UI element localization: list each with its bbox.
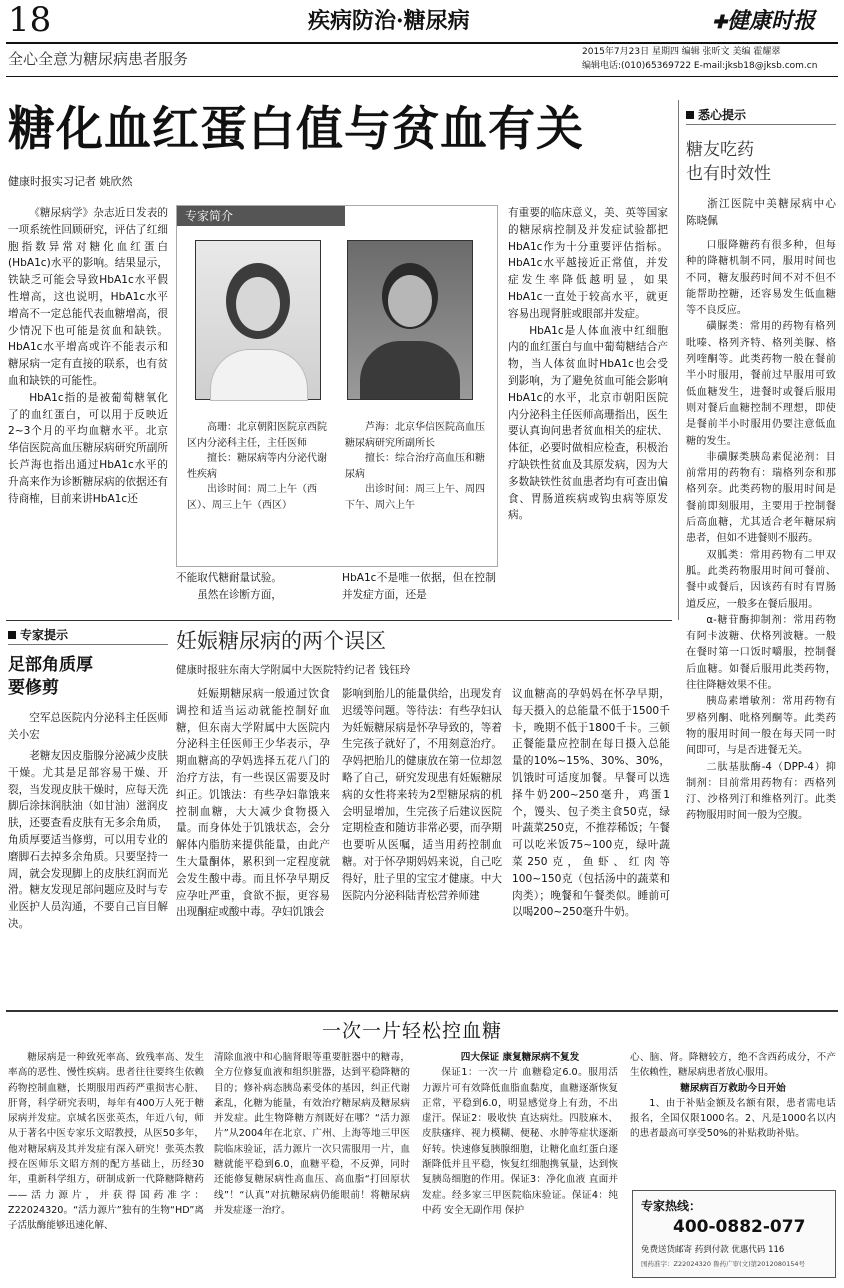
main-col-1 [8, 205, 168, 507]
pregnancy-col-a [176, 686, 330, 921]
ad-subtitle: 糖尿病百万救助今日开始 [680, 1082, 786, 1094]
pregnancy-byline: 健康时报驻东南大学附属中大医院特约记者 钱钰玲 [176, 664, 411, 676]
expert1-info [187, 420, 331, 513]
ad-paragraph: 清除血液中和心脑肾眼等重要脏器中的糖毒，全方位修复血液和组织脏器，达到平稳降糖的目的；修补病态胰岛素受体的基因，纠正代谢紊乱，化糖为能量，有效治疗糖尿病及糖尿病并发症。此生物降糖方剂既好在哪？“活力源片”从2004年在北京、广州、上海等地三甲医院临床验证，活力源片一次只需服用一片，血糖就能平稳到6.0，血糖平稳，不反弹，同时还能修复糖尿病性高血压、高血脂“打回原状线”！“认真”对抗糖尿病仍能眼前！将糖尿病并发症逐一治疗。 [214, 1052, 410, 1216]
section-rule [6, 620, 672, 621]
foot-paragraph: 老糖友因皮脂腺分泌减少皮肤干燥。尤其是足部容易干燥、开裂，当发现皮肤干燥时，应每天洗脚后涂抹润肤油（如甘油）滋润皮肤，还要查看皮肤有无多余角质，角质厚要适当修剪，可以用专业的磨脚石去掉多余角质。只要坚持一周，就会发现脚上的皮肤红润而光滑。糖友发现足部问题应及时与专业医护人员沟通，不要自己盲目解决。 [8, 750, 168, 930]
right-paragraph: 胰岛素增敏剂：常用药物有罗格列酮、吡格列酮等。此类药物的服用时间一般在每天同一时间即可，与是否进餐无关。 [686, 696, 836, 757]
right-paragraph: α-糖苷酶抑制剂：常用药物有阿卡波糖、伏格列波糖。一般在餐时第一口饭时嚼服，控制餐后血糖。如餐后服用此类药物，往往降糖效果不佳。 [686, 614, 836, 692]
expert-box-title: 专家简介 [177, 206, 345, 226]
foot-body [8, 748, 168, 933]
square-bullet-icon [686, 111, 694, 119]
section-title: 疾病防治·糖尿病 [308, 8, 470, 34]
foot-title-line: 足部角质厚 [8, 655, 93, 675]
author-line: 空军总医院内分泌科主任医师 关小宏 [8, 712, 168, 741]
slogan: 全心全意为糖尿病患者服务 [8, 50, 189, 68]
foot-title-line: 要修剪 [8, 678, 59, 698]
right-tag-rule [686, 124, 836, 125]
pregnancy-paragraph: 议血糖高的孕妈妈在怀孕早期，每天摄入的总能量不低于1500千卡，晚期不低于1800千卡。三顿正餐能量应控制在每日摄入总能量的10%~15%、30%、30%，饥饿时可适度加餐。早餐可以选择牛奶200~250毫升，鸡蛋1个，馒头、包子类主食50克，绿叶蔬菜250克，不推荐稀饭；午餐可以吃米饭75~100克，绿叶蔬菜250克，鱼虾、红肉等100~150克（包括汤中的蔬菜和肉类）；晚餐和午餐类似。睡前可以喝200~250毫升牛奶。 [512, 688, 670, 919]
expert-photo-gaoshan [195, 240, 321, 400]
right-author [686, 196, 836, 230]
ad-paragraph: 糖尿病是一种致死率高、致残率高、发生率高的恶性、慢性疾病。患者往往要终生依赖药物控制血糖，长期服用西药严重损害心脏、肝肾，科学研究表明，每年有400万人死于糖尿病并发症。京城名医张英杰，年近八旬，师从于著名中医专家乐文昭教授，从医50多年，他对糖尿病及其并发症有深入研究！张英杰教授在医师乐文昭方剂的配方基础上，历经30年，重新科学组方，研制成新一代降糖降糖药——活力源片，并获得国药准字：Z22024320。“活力源片”独有的生物“HD”离子活肽酶能够迅速化解、 [8, 1052, 204, 1232]
main-col-3 [508, 205, 668, 524]
avatar [360, 341, 460, 399]
right-title [686, 138, 771, 186]
ad-col-c [422, 1050, 618, 1218]
right-paragraph: 磺脲类：常用的药物有格列吡嗪、格列齐特、格列美脲、格列喹酮等。此类药物一般在餐前半小时服用，餐前过早服用可致低血糖发生，进餐时或餐后服用则对餐后血糖控制不理想，即使是餐前半小时服用仍要注意低血糖的发生。 [686, 321, 836, 447]
right-title-line: 糖友吃药 [686, 140, 754, 160]
avatar [210, 349, 308, 401]
foot-author [8, 710, 168, 744]
expert2-name: 芦海：北京华信医院高血压糖尿病研究所副所长 [345, 422, 485, 449]
hotline-subtext: 免费送货邮寄 药到付款 优惠代码 116 [641, 1245, 785, 1255]
pregnancy-col-c [512, 686, 670, 921]
pregnancy-paragraph: 影响到胎儿的能量供给，出现发育迟缓等问题。等待法：有些孕妇认为妊娠糖尿病是怀孕导致的，等着生完孩子就好了，不用刻意治疗。孕妈把胎儿的健康放在第一位却忽略了自己，研究发现患有妊娠糖尿病的女性将来转为2型糖尿病的机会明显增加，生完孩子后建议医院定期检查和随访非常必要，而孕期也要听从医嘱，适当用药控制血糖。对于怀孕期妈妈来说，自己吃得好，肚子里的宝宝才健康。中大医院内分泌科陆青松营养师建 [342, 688, 502, 902]
main-paragraph: 虽然在诊断方面， [197, 588, 282, 601]
expert-photo-luhai [347, 240, 473, 400]
expert2-clinic: 出诊时间：周三上午、周四下午、周六上午 [345, 484, 485, 511]
square-bullet-icon [8, 631, 16, 639]
main-col-1-tail [176, 570, 336, 604]
ad-paragraph: 1、由于补贴金额及名额有限，患者需电话报名，全国仅限1000名。2、凡是1000名以内的患者最高可享受50%的补贴救助补贴。 [630, 1097, 836, 1140]
brand-logo: ✚健康时报 [712, 8, 816, 34]
main-headline: 糖化血红蛋白值与贫血有关 [8, 102, 584, 157]
avatar [236, 277, 280, 331]
ad-paragraph: 保证1：一次一片 血糖稳定6.0。服用活力源片可有效降低血脂血黏度，血糖逐渐恢复正常，平稳到6.0，明显感觉身上有劲，不出虚汗。保证2：吸收快 直达病灶。四肢麻木、皮肤瘙痒、视力模糊、便秘、水肿等症状逐渐好转。快速修复胰腺细胞，让糖化血红蛋白逐渐降低并且平稳，恢复红细胞携氧量，达到恢复胰岛细胞的作用。保证3：净化血液 直面并发症。经多家三甲医院临床验证。保证4：纯中药 安全无副作用 保护 [422, 1067, 618, 1216]
ad-col-d [630, 1050, 836, 1142]
right-tag: 悉心提示 [686, 106, 746, 123]
hotline-box [632, 1190, 836, 1278]
foot-tag: 专家提示 [8, 626, 68, 643]
pregnancy-paragraph: 妊娠期糖尿病一般通过饮食调控和适当运动就能控制好血糖，但东南大学附属中大医院内分泌科主任医师王少华表示，孕期血糖高的孕妈选择五花八门的治疗方法，有一些误区需要及时纠正。饥饿法：有些孕妇靠饿来控制血糖，大大减少食物摄入量。而身体处于饥饿状态，会分解体内脂肪来提供能量，由此产生大量酮体，累积到一定程度就会发生酸中毒。而且怀孕早期反应孕吐严重，食欲不振，更容易出现酮症或酸中毒。孕妇饥饿会 [176, 688, 330, 919]
contact-line: 编辑电话:(010)65369722 E-mail:jksb18@jksb.com.cn [582, 61, 818, 71]
foot-title [8, 654, 93, 700]
date-line: 2015年7月23日 星期四 编辑 张昕文 美编 霍耀翠 [582, 47, 781, 57]
main-paragraph: 《糖尿病学》杂志近日发表的一项系统性回顾研究，评估了红细胞指数异常对糖化血红蛋白(HbA1c)水平的影响。结果显示，铁缺乏可能会导致HbA1c水平假性增高，这也说明，HbA1c水平增高不一定总能代表血糖增高，很少情况下也可能是贫血和缺铁。HbA1c水平增高或许不能表示和糖尿病一定有直接的联系，也有贫血和缺铁的可能性。 [8, 207, 168, 387]
pregnancy-headline: 妊娠糖尿病的两个误区 [176, 629, 386, 653]
header-rule [6, 42, 838, 44]
hotline-number[interactable]: 400-0882-077 [673, 1217, 806, 1237]
main-byline: 健康时报实习记者 姚欣然 [8, 175, 133, 188]
expert2-specialty: 擅长：综合治疗高血压和糖尿病 [345, 453, 485, 480]
main-col-2-tail [342, 570, 496, 604]
right-paragraph: 二肽基肽酶-4（DPP-4）抑制剂：目前常用药物有：西格列汀、沙格列汀和维格列汀。此类药物服用时间一般为空腹。 [686, 761, 836, 822]
pregnancy-col-b [342, 686, 502, 904]
right-paragraph: 双胍类：常用药物有二甲双胍。此类药物服用时间可餐前、餐中或餐后，因该药有时有胃肠道反应，一般多在餐后服用。 [686, 549, 836, 610]
main-paragraph: 有重要的临床意义，美、英等国家的糖尿病控制及并发症试验都把HbA1c作为十分重要评估指标。HbA1c水平越接近正常值，并发症发生率降低越明显，如果HbA1c一直处于较高水平，就更容易出现肾脏或眼部并发症。 [508, 207, 668, 320]
expert1-specialty: 擅长：糖尿病等内分泌代谢性疾病 [187, 453, 327, 480]
expert-box [176, 205, 498, 567]
avatar [388, 275, 432, 327]
expert1-name: 高珊：北京朝阳医院京西院区内分泌科主任，主任医师 [187, 422, 327, 449]
ad-headline: 一次一片轻松控血糖 [322, 1020, 503, 1042]
ad-paragraph: 心、脑、肾。降糖较方，绝不含西药成分，不产生依赖性，糖尿病患者放心服用。 [630, 1052, 836, 1079]
expert1-clinic: 出诊时间：周二上午（西区）、周三上午（西区） [187, 484, 317, 511]
right-paragraph: 非磺脲类胰岛素促泌剂：目前常用的药物有：瑞格列奈和那格列奈。此类药物的服用时间是餐前即刻服用，主要用于控制餐后高血糖，尤其适合老年糖尿病患者，但如不进餐则不服药。 [686, 451, 836, 545]
header-rule-2 [6, 76, 838, 77]
right-title-line: 也有时效性 [686, 164, 771, 184]
ad-col-b [214, 1050, 410, 1218]
main-paragraph: 不能取代糖耐量试验。 [176, 572, 282, 584]
right-body [686, 238, 836, 825]
foot-tag-rule [8, 644, 168, 645]
brand-mark-icon: ✚ [712, 12, 728, 33]
right-paragraph: 口服降糖药有很多种，但每种的降糖机制不同，服用时间也不同，糖友服药时间不对不但不能帮助控糖，还容易发生低血糖等不良反应。 [686, 240, 836, 317]
ad-col-a [8, 1050, 204, 1234]
main-paragraph: HbA1c指的是被葡萄糖氧化了的血红蛋白，可以用于反映近2~3个月的平均血糖水平。北京华信医院高血压糖尿病研究所副所长芦海也指出通过HbA1c水平的升高来作为诊断糖尿病的依据还有待商榷，目前来讲HbA1c还 [8, 391, 168, 505]
ad-rule [6, 1010, 838, 1012]
hotline-label: 专家热线： [641, 1199, 702, 1213]
expert2-info [345, 420, 489, 513]
main-paragraph: HbA1c不是唯一依据，但在控制并发症方面，还是 [342, 572, 496, 601]
ad-subtitle: 四大保证 康复糖尿病不复发 [460, 1052, 580, 1063]
page-number: 18 [8, 0, 52, 40]
hotline-approval: 国药准字：Z22024320 鲁药广审(文)第2012080154号 [641, 1260, 806, 1268]
column-divider [678, 100, 679, 620]
author-line: 浙江医院中美糖尿病中心 陈晓佩 [686, 198, 836, 227]
main-paragraph: HbA1c是人体血液中红细胞内的血红蛋白与血中葡萄糖结合产物，当人体贫血时HbA1c也会受到影响，为了避免贫血可能会影响HbA1c的水平，北京市朝阳医院内分泌科主任医师高珊指出，医生要认真询问患者贫血相关的症状、体征，必要时做相应检查，积极治疗缺铁性贫血及其原发病，因为大多数缺铁性贫血患者均有可查出偏食、胃肠道疾病或钩虫病等原发病。 [508, 324, 668, 522]
